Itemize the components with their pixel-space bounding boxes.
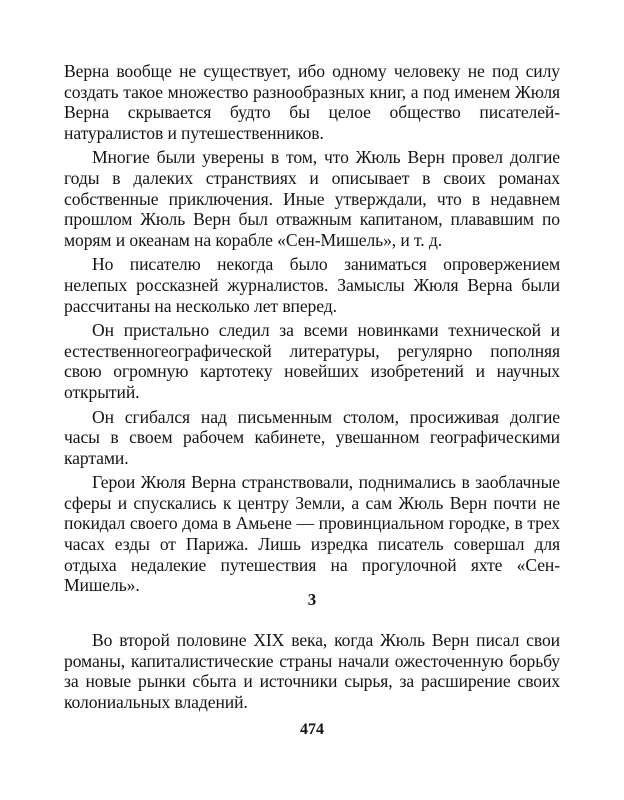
paragraph-5: Он сгибался над письменным столом, просиживая долгие часы в своем рабочем кабинете, увешанном географическими картами. bbox=[64, 406, 560, 468]
text-block-lower bbox=[64, 630, 560, 712]
section-paragraph: Во второй половине XIX века, когда Жюль Верн писал свои романы, капиталистические страны начали ожесточенную борьбу за новые рынки сбыта и источники сырья, за расширение своих колониальных владений. bbox=[64, 630, 560, 712]
paragraph-3: Но писателю некогда было заниматься опровержением нелепых россказней журналистов. Замыслы Жюля Верна были рассчитаны на несколько лет вперед. bbox=[64, 254, 560, 316]
paragraph-2: Многие были уверены в том, что Жюль Верн провел долгие годы в далеких странствиях и описывает в своих романах собственные приключения. Иные утверждали, что в недавнем прошлом Жюль Верн был отважным капитаном, плававшим по морям и океанам на корабле «Сен-Мишель», и т. д. bbox=[64, 147, 560, 250]
paragraph-6: Герои Жюля Верна странствовали, поднимались в заоблачные сферы и спускались к центру Земли, а сам Жюль Верн почти не покидал своего дома в Амьене — провинциальном городке, в трех часах езды от Парижа. Лишь изредка писатель совершал для отдыха недалекие путешествия на прогулочной яхте «Сен-Мишель». bbox=[64, 472, 560, 596]
section-number: 3 bbox=[307, 590, 317, 609]
text-block-upper bbox=[64, 61, 560, 596]
paragraph-1: Верна вообще не существует, ибо одному человеку не под силу создать такое множество разнообразных книг, а под именем Жюля Верна скрывается будто бы целое общество писателей-натуралистов и путешественников. bbox=[64, 61, 560, 143]
page-number: 474 bbox=[300, 721, 324, 738]
paragraph-4: Он пристально следил за всеми новинками технической и естественногеографической литературы, регулярно пополняя свою огромную картотеку новейших изобретений и научных открытий. bbox=[64, 320, 560, 402]
